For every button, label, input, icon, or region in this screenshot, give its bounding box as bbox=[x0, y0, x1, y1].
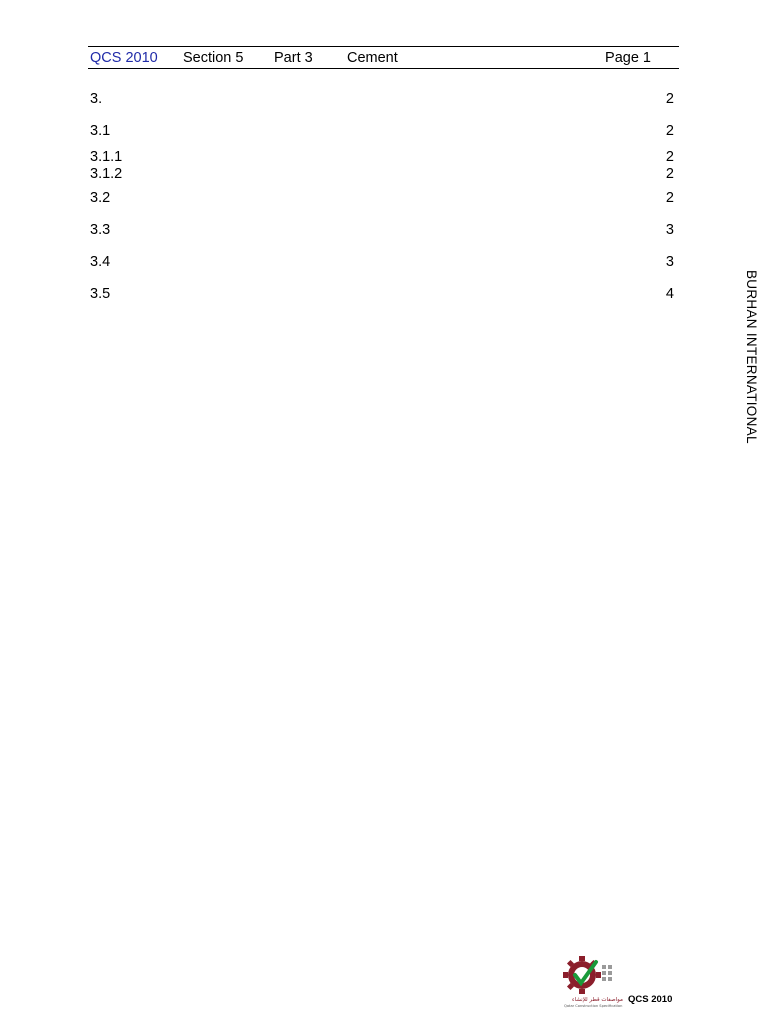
toc-entry-number: 3.5 bbox=[90, 286, 111, 302]
toc-entry[interactable] bbox=[90, 189, 674, 207]
toc-entry[interactable] bbox=[90, 285, 674, 303]
toc-entry-page: 3 bbox=[665, 222, 674, 238]
page-header bbox=[88, 46, 679, 69]
header-topic: Cement bbox=[347, 50, 398, 66]
header-section: Section 5 bbox=[183, 50, 244, 66]
toc-entry-number: 3.1.1 bbox=[90, 149, 123, 165]
toc-entry-page: 2 bbox=[665, 190, 674, 206]
header-part: Part 3 bbox=[274, 50, 313, 66]
toc-entry[interactable] bbox=[90, 122, 674, 140]
header-page-number: Page 1 bbox=[605, 50, 651, 66]
toc-entry[interactable] bbox=[90, 253, 674, 271]
toc-entry-page: 2 bbox=[665, 91, 674, 107]
side-watermark-label: BURHAN INTERNATIONAL bbox=[744, 270, 759, 444]
qatar-construction-specification-logo-icon bbox=[562, 953, 632, 1009]
toc-entry-page: 2 bbox=[665, 123, 674, 139]
toc-entry-page: 4 bbox=[665, 286, 674, 302]
toc-entry-page: 2 bbox=[665, 149, 674, 165]
toc-entry-number: 3.2 bbox=[90, 190, 111, 206]
logo-text-arabic: مواصفات قطر للإنشاء bbox=[572, 997, 623, 1003]
toc-entry-number: 3. bbox=[90, 91, 103, 107]
footer-spec-code: QCS 2010 bbox=[628, 994, 673, 1005]
toc-entry-number: 3.3 bbox=[90, 222, 111, 238]
toc-entry[interactable] bbox=[90, 90, 674, 108]
toc-entry-page: 3 bbox=[665, 254, 674, 270]
toc-entry[interactable] bbox=[90, 221, 674, 239]
toc-entry[interactable] bbox=[90, 165, 674, 183]
toc-entry-number: 3.1.2 bbox=[90, 166, 123, 182]
toc-entry-page: 2 bbox=[665, 166, 674, 182]
header-spec-code: QCS 2010 bbox=[90, 50, 158, 66]
toc-entry[interactable] bbox=[90, 148, 674, 166]
toc-entry-number: 3.4 bbox=[90, 254, 111, 270]
logo-text-english: Qatar Construction Specification bbox=[564, 1004, 623, 1008]
toc-entry-number: 3.1 bbox=[90, 123, 111, 139]
